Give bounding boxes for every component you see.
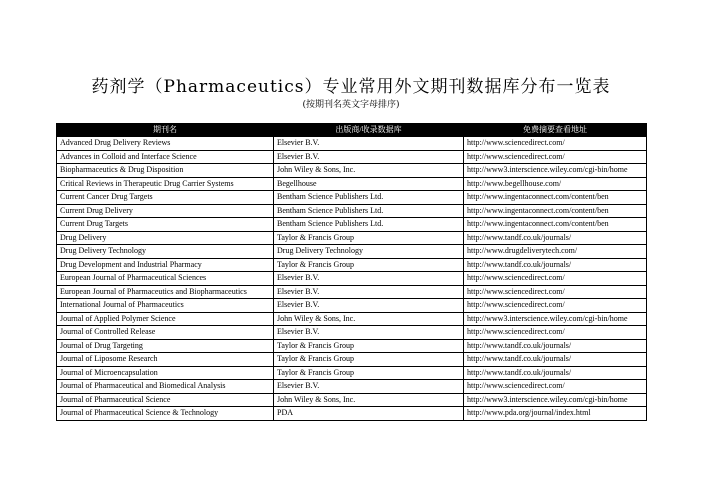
table-row — [57, 177, 647, 191]
table-row — [57, 380, 647, 394]
publisher-cell: Elsevier B.V. — [274, 285, 464, 299]
table-row — [57, 191, 647, 205]
journal-name-cell: Drug Delivery Technology — [57, 245, 274, 259]
table-row — [57, 393, 647, 407]
abstract-url-cell[interactable]: http://www.sciencedirect.com/ — [464, 285, 647, 299]
abstract-url-cell[interactable]: http://www.tandf.co.uk/journals/ — [464, 231, 647, 245]
abstract-url-cell[interactable]: http://www.ingentaconnect.com/content/ben — [464, 204, 647, 218]
table-row — [57, 150, 647, 164]
publisher-cell: Begellhouse — [274, 177, 464, 191]
abstract-url-cell[interactable]: http://www.sciencedirect.com/ — [464, 299, 647, 313]
publisher-cell: PDA — [274, 407, 464, 421]
table-row — [57, 272, 647, 286]
publisher-cell: Taylor & Francis Group — [274, 366, 464, 380]
journal-name-cell: Advances in Colloid and Interface Science — [57, 150, 274, 164]
table-row — [57, 218, 647, 232]
abstract-url-cell[interactable]: http://www.sciencedirect.com/ — [464, 380, 647, 394]
journal-name-cell: International Journal of Pharmaceutics — [57, 299, 274, 313]
publisher-cell: John Wiley & Sons, Inc. — [274, 393, 464, 407]
abstract-url-cell[interactable]: http://www.sciencedirect.com/ — [464, 326, 647, 340]
table-body — [57, 137, 647, 421]
table-row — [57, 366, 647, 380]
table-row — [57, 137, 647, 151]
publisher-cell: John Wiley & Sons, Inc. — [274, 164, 464, 178]
publisher-cell: Taylor & Francis Group — [274, 231, 464, 245]
publisher-cell: Elsevier B.V. — [274, 137, 464, 151]
publisher-cell: Taylor & Francis Group — [274, 339, 464, 353]
table-row — [57, 312, 647, 326]
publisher-cell: Elsevier B.V. — [274, 150, 464, 164]
table-row — [57, 339, 647, 353]
journal-name-cell: Advanced Drug Delivery Reviews — [57, 137, 274, 151]
abstract-url-cell[interactable]: http://www3.interscience.wiley.com/cgi-bin/home — [464, 312, 647, 326]
journal-name-cell: Journal of Microencapsulation — [57, 366, 274, 380]
publisher-cell: Drug Delivery Technology — [274, 245, 464, 259]
journal-name-cell: Critical Reviews in Therapeutic Drug Carrier Systems — [57, 177, 274, 191]
abstract-url-cell[interactable]: http://www3.interscience.wiley.com/cgi-bin/home — [464, 164, 647, 178]
journal-name-cell: Journal of Pharmaceutical and Biomedical Analysis — [57, 380, 274, 394]
publisher-cell: Elsevier B.V. — [274, 380, 464, 394]
journal-name-cell: Biopharmaceutics & Drug Disposition — [57, 164, 274, 178]
abstract-url-cell[interactable]: http://www.tandf.co.uk/journals/ — [464, 366, 647, 380]
header-publisher: 出版商/收录数据库 — [274, 124, 464, 137]
journal-name-cell: Journal of Liposome Research — [57, 353, 274, 367]
journal-name-cell: Journal of Pharmaceutical Science & Technology — [57, 407, 274, 421]
table-row — [57, 353, 647, 367]
journal-name-cell: Current Drug Targets — [57, 218, 274, 232]
journal-name-cell: European Journal of Pharmaceutics and Biopharmaceutics — [57, 285, 274, 299]
page-subtitle: (按期刊名英文字母排序) — [302, 100, 400, 110]
journal-name-cell: Journal of Pharmaceutical Science — [57, 393, 274, 407]
publisher-cell: Elsevier B.V. — [274, 326, 464, 340]
journal-name-cell: Drug Development and Industrial Pharmacy — [57, 258, 274, 272]
abstract-url-cell[interactable]: http://www.tandf.co.uk/journals/ — [464, 353, 647, 367]
publisher-cell: Elsevier B.V. — [274, 272, 464, 286]
table-row — [57, 164, 647, 178]
header-journal-name: 期刊名 — [57, 124, 274, 137]
table-row — [57, 204, 647, 218]
table-row — [57, 299, 647, 313]
publisher-cell: Taylor & Francis Group — [274, 258, 464, 272]
abstract-url-cell[interactable]: http://www.ingentaconnect.com/content/ben — [464, 191, 647, 205]
publisher-cell: Bentham Science Publishers Ltd. — [274, 191, 464, 205]
abstract-url-cell[interactable]: http://www.begellhouse.com/ — [464, 177, 647, 191]
abstract-url-cell[interactable]: http://www.drugdeliverytech.com/ — [464, 245, 647, 259]
abstract-url-cell[interactable]: http://www.tandf.co.uk/journals/ — [464, 339, 647, 353]
journal-name-cell: Journal of Applied Polymer Science — [57, 312, 274, 326]
journal-name-cell: Journal of Controlled Release — [57, 326, 274, 340]
journal-name-cell: Current Cancer Drug Targets — [57, 191, 274, 205]
page-title: 药剂学（Pharmaceutics）专业常用外文期刊数据库分布一览表 — [91, 77, 611, 97]
publisher-cell: John Wiley & Sons, Inc. — [274, 312, 464, 326]
journal-name-cell: Drug Delivery — [57, 231, 274, 245]
header-abstract-url: 免费摘要查看地址 — [464, 124, 647, 137]
journal-name-cell: Journal of Drug Targeting — [57, 339, 274, 353]
journal-name-cell: European Journal of Pharmaceutical Sciences — [57, 272, 274, 286]
publisher-cell: Bentham Science Publishers Ltd. — [274, 218, 464, 232]
publisher-cell: Elsevier B.V. — [274, 299, 464, 313]
table-row — [57, 407, 647, 421]
journal-table — [56, 123, 647, 421]
table-row — [57, 326, 647, 340]
abstract-url-cell[interactable]: http://www3.interscience.wiley.com/cgi-bin/home — [464, 393, 647, 407]
journal-name-cell: Current Drug Delivery — [57, 204, 274, 218]
abstract-url-cell[interactable]: http://www.sciencedirect.com/ — [464, 272, 647, 286]
abstract-url-cell[interactable]: http://www.sciencedirect.com/ — [464, 150, 647, 164]
abstract-url-cell[interactable]: http://www.pda.org/journal/index.html — [464, 407, 647, 421]
table-row — [57, 231, 647, 245]
table-row — [57, 258, 647, 272]
table-row — [57, 245, 647, 259]
abstract-url-cell[interactable]: http://www.sciencedirect.com/ — [464, 137, 647, 151]
abstract-url-cell[interactable]: http://www.ingentaconnect.com/content/ben — [464, 218, 647, 232]
table-header-row — [57, 124, 647, 137]
table-row — [57, 285, 647, 299]
abstract-url-cell[interactable]: http://www.tandf.co.uk/journals/ — [464, 258, 647, 272]
publisher-cell: Taylor & Francis Group — [274, 353, 464, 367]
publisher-cell: Bentham Science Publishers Ltd. — [274, 204, 464, 218]
